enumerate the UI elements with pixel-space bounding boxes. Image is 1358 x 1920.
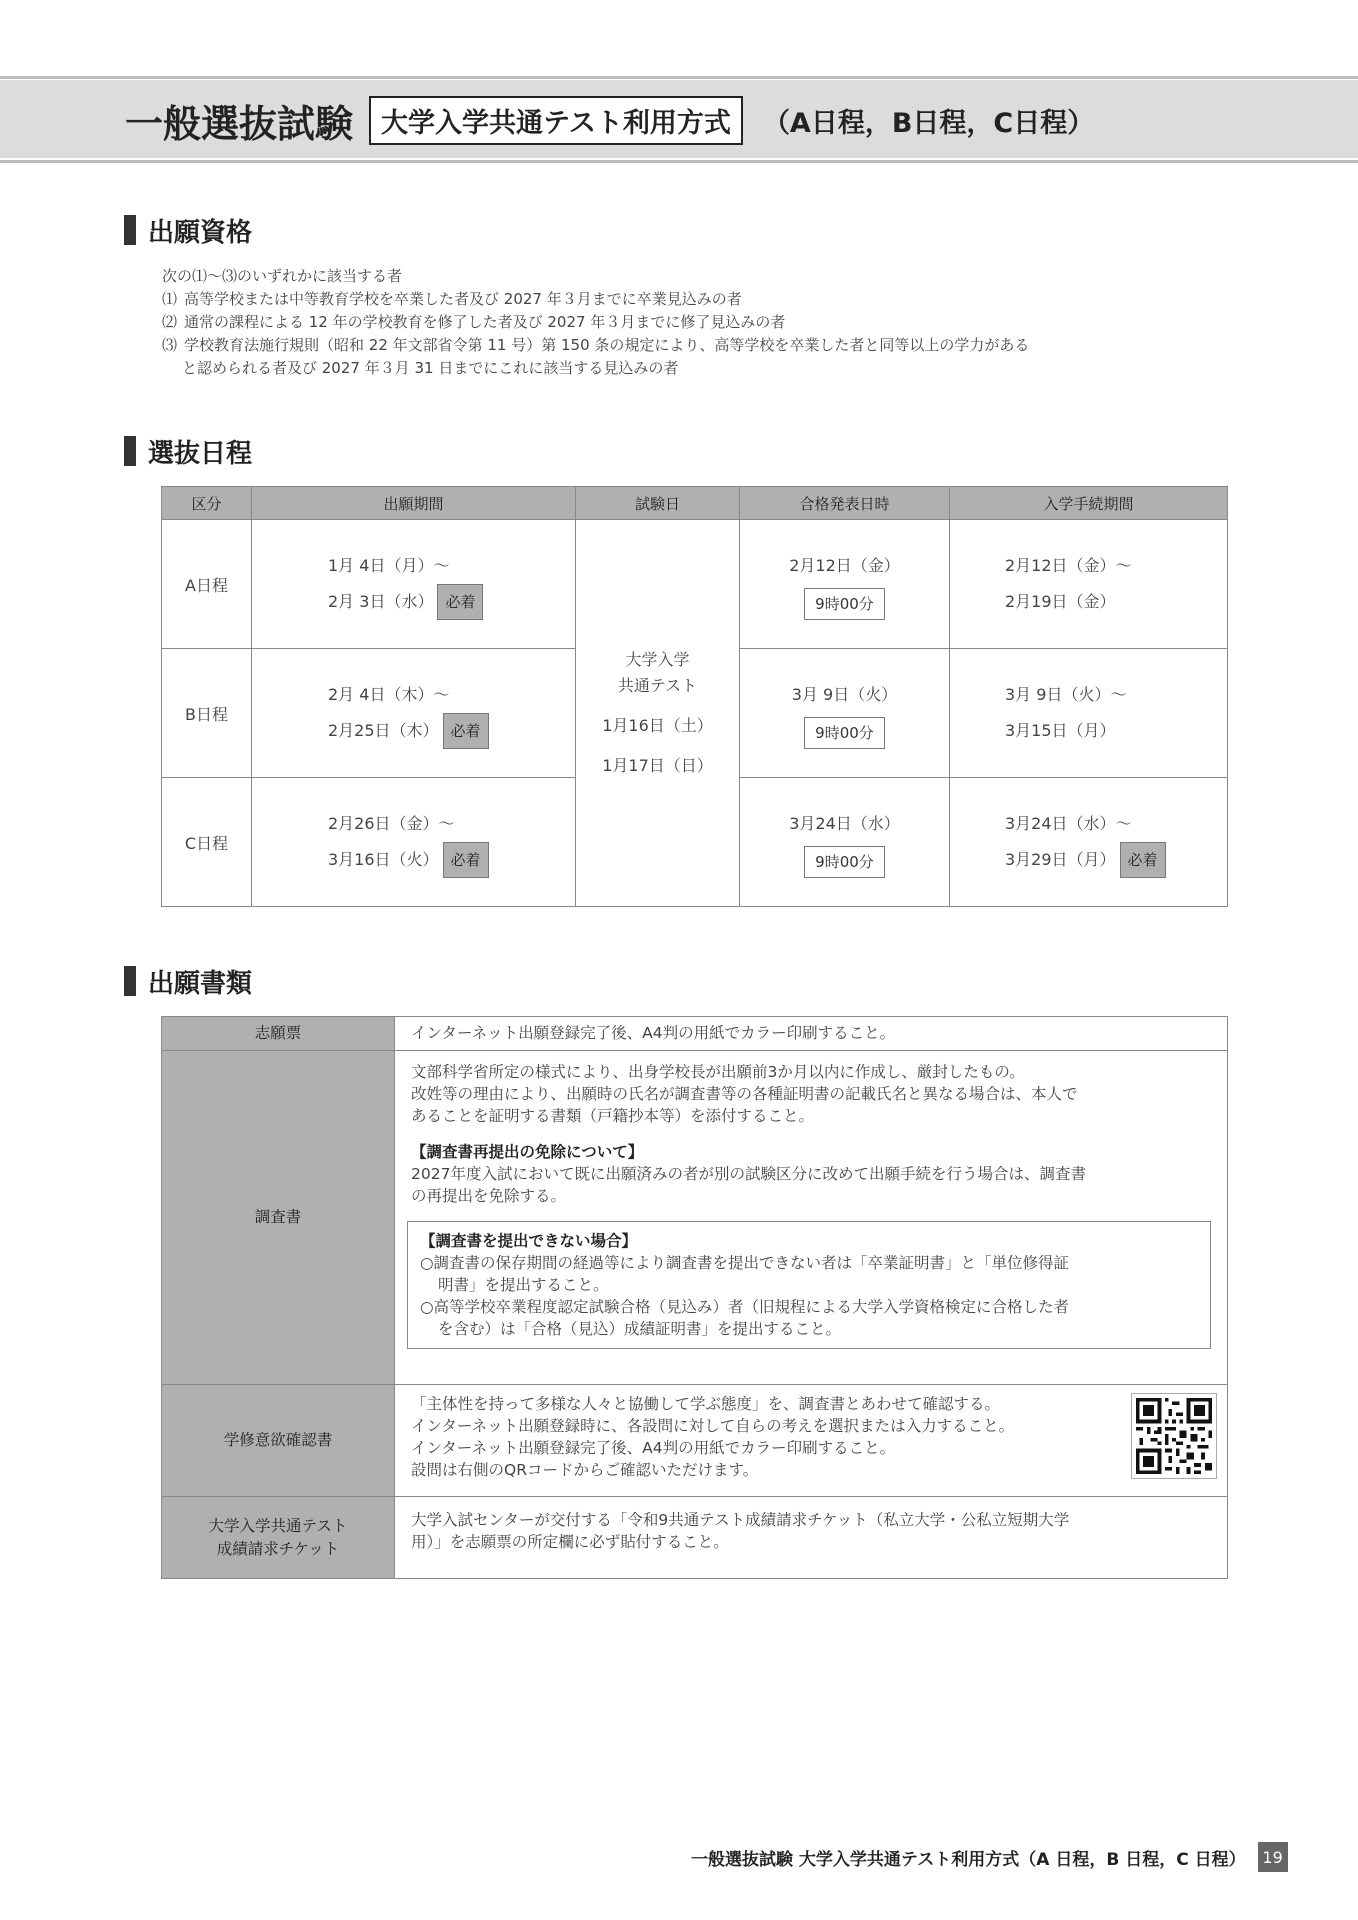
table-row — [162, 1385, 1228, 1497]
procedure-to: 3月15日（月） — [1005, 721, 1116, 740]
apply-period-cell — [252, 520, 576, 649]
procedure-cell — [950, 778, 1228, 907]
footer-text: 一般選抜試験 大学入学共通テスト利用方式（A 日程，B 日程，C 日程） — [691, 1849, 1246, 1870]
subheading: 【調査書再提出の免除について】 — [411, 1143, 644, 1161]
exam-date: 1月16日（土） — [602, 716, 713, 735]
apply-to: 2月 3日（水） — [328, 592, 434, 611]
text-line: 「主体性を持って多様な人々と協働して学ぶ態度」を、調査書とあわせて確認する。 — [411, 1395, 1001, 1413]
row-label: 調査書 — [162, 1051, 395, 1385]
procedure-from: 2月12日（金）〜 — [1005, 556, 1132, 575]
must-arrive-badge: 必着 — [1120, 842, 1166, 878]
text-line: の再提出を免除する。 — [411, 1187, 567, 1205]
page-title — [125, 92, 1094, 148]
result-date: 3月 9日（火） — [791, 685, 898, 704]
row-label: A日程 — [162, 520, 252, 649]
header-rule-top — [0, 76, 1358, 79]
row-label: B日程 — [162, 649, 252, 778]
page-number: 19 — [1258, 1842, 1288, 1872]
exam-day-line: 共通テスト — [617, 676, 698, 695]
result-time-box: 9時00分 — [804, 846, 885, 878]
text-line: ○調査書の保存期間の経過等により調査書を提出できない者は「卒業証明書」と「単位修得証 — [420, 1254, 1070, 1272]
column-header: 出願期間 — [252, 487, 576, 520]
page-footer — [691, 1842, 1288, 1872]
notice-box — [407, 1221, 1211, 1349]
table-row — [162, 520, 1228, 649]
text-line: を含む）は「合格（見込）成績証明書」を提出すること。 — [438, 1320, 842, 1338]
schedule-table — [161, 486, 1228, 907]
table-row — [162, 1051, 1228, 1385]
item-text: 学校教育法施行規則（昭和 22 年文部省令第 11 号）第 150 条の規定により、高等学校を卒業した者と同等以上の学力がある — [184, 336, 1030, 354]
text-line: 用）」を志願票の所定欄に必ず貼付すること。 — [411, 1533, 729, 1551]
text-line: 改姓等の理由により、出願時の氏名が調査書等の各種証明書の記載氏名と異なる場合は、本人で — [411, 1085, 1078, 1103]
row-content — [395, 1385, 1228, 1497]
column-header: 試験日 — [576, 487, 740, 520]
row-label — [162, 1497, 395, 1579]
procedure-from: 3月24日（水）〜 — [1005, 814, 1132, 833]
text-line: 大学入試センターが交付する「令和9共通テスト成績請求チケット（私立大学・公私立短期大学 — [411, 1511, 1070, 1529]
column-header: 区分 — [162, 487, 252, 520]
section-marker — [124, 436, 136, 466]
row-label-line: 成績請求チケット — [216, 1539, 340, 1558]
must-arrive-badge: 必着 — [443, 842, 489, 878]
column-header: 入学手続期間 — [950, 487, 1228, 520]
result-cell — [740, 649, 950, 778]
procedure-from: 3月 9日（火）〜 — [1005, 685, 1127, 704]
row-label-line: 大学入学共通テスト — [208, 1516, 348, 1535]
apply-from: 2月 4日（木）〜 — [328, 685, 450, 704]
section-heading-documents — [124, 966, 253, 999]
text-line: あることを証明する書類（戸籍抄本等）を添付すること。 — [411, 1107, 815, 1125]
procedure-to: 2月19日（金） — [1005, 592, 1116, 611]
text-line: 明書」を提出すること。 — [438, 1276, 609, 1294]
text-line: 設問は右側のQRコードからご確認いただけます。 — [411, 1461, 759, 1479]
row-label: C日程 — [162, 778, 252, 907]
item-text: 通常の課程による 12 年の学校教育を修了した者及び 2027 年３月までに修了見込みの者 — [184, 313, 786, 331]
page-title-main: 一般選抜試験 — [125, 101, 354, 146]
section-heading-schedule — [124, 436, 253, 469]
result-time-box: 9時00分 — [804, 588, 885, 620]
must-arrive-badge: 必着 — [437, 584, 483, 620]
exam-day-line: 大学入学 — [625, 650, 690, 669]
qualifications-intro: 次の⑴〜⑶のいずれかに該当する者 — [162, 267, 403, 285]
table-row — [162, 1497, 1228, 1579]
result-date: 3月24日（水） — [789, 814, 900, 833]
table-header-row — [162, 487, 1228, 520]
table-row — [162, 1017, 1228, 1051]
exam-day-cell — [576, 520, 740, 907]
qualifications-list — [162, 265, 1242, 380]
apply-period-cell — [252, 778, 576, 907]
procedure-to: 3月29日（月） — [1005, 850, 1116, 869]
text-line: ○高等学校卒業程度認定試験合格（見込み）者（旧規程による大学入学資格検定に合格した者 — [420, 1298, 1070, 1316]
result-time-box: 9時00分 — [804, 717, 885, 749]
header-rule-bottom — [0, 160, 1358, 163]
list-item — [162, 288, 1242, 311]
section-marker — [124, 215, 136, 245]
text-line: インターネット出願登録時に、各設問に対して自らの考えを選択または入力すること。 — [411, 1417, 1015, 1435]
item-number: ⑴ — [162, 290, 178, 308]
section-title: 選抜日程 — [148, 438, 253, 469]
section-heading-qualifications — [124, 215, 253, 248]
row-label: 学修意欲確認書 — [162, 1385, 395, 1497]
text-line: 文部科学省所定の様式により、出身学校長が出願前3か月以内に作成し、厳封したもの。 — [411, 1063, 1025, 1081]
result-cell — [740, 520, 950, 649]
list-item — [162, 311, 1242, 334]
result-date: 2月12日（金） — [789, 556, 900, 575]
text-line: インターネット出願登録完了後、A4判の用紙でカラー印刷すること。 — [411, 1439, 896, 1457]
documents-table — [161, 1016, 1228, 1579]
row-content — [395, 1051, 1228, 1385]
row-content: インターネット出願登録完了後、A4判の用紙でカラー印刷すること。 — [395, 1017, 1228, 1051]
apply-to: 2月25日（木） — [328, 721, 439, 740]
section-title: 出願資格 — [148, 217, 253, 248]
item-text: 高等学校または中等教育学校を卒業した者及び 2027 年３月までに卒業見込みの者 — [184, 290, 742, 308]
apply-period-cell — [252, 649, 576, 778]
row-label: 志願票 — [162, 1017, 395, 1051]
page-title-boxed: 大学入学共通テスト利用方式 — [369, 96, 743, 145]
section-marker — [124, 966, 136, 996]
apply-to: 3月16日（火） — [328, 850, 439, 869]
must-arrive-badge: 必着 — [443, 713, 489, 749]
result-cell — [740, 778, 950, 907]
row-content — [395, 1497, 1228, 1579]
procedure-cell — [950, 520, 1228, 649]
page-title-sub: （A日程，B日程，C日程） — [762, 107, 1095, 139]
apply-from: 1月 4日（月）〜 — [328, 556, 450, 575]
exam-date: 1月17日（日） — [602, 756, 713, 775]
notice-title: 【調査書を提出できない場合】 — [420, 1232, 638, 1250]
text-line: 2027年度入試において既に出願済みの者が別の試験区分に改めて出願手続を行う場合は、調査書 — [411, 1165, 1086, 1183]
apply-from: 2月26日（金）〜 — [328, 814, 455, 833]
item-number: ⑶ — [162, 336, 178, 354]
item-number: ⑵ — [162, 313, 178, 331]
column-header: 合格発表日時 — [740, 487, 950, 520]
procedure-cell — [950, 649, 1228, 778]
section-title: 出願書類 — [148, 968, 253, 999]
list-item — [162, 334, 1242, 357]
qr-code-icon[interactable] — [1131, 1393, 1217, 1479]
item-text-continued: と認められる者及び 2027 年３月 31 日までにこれに該当する見込みの者 — [182, 359, 679, 377]
